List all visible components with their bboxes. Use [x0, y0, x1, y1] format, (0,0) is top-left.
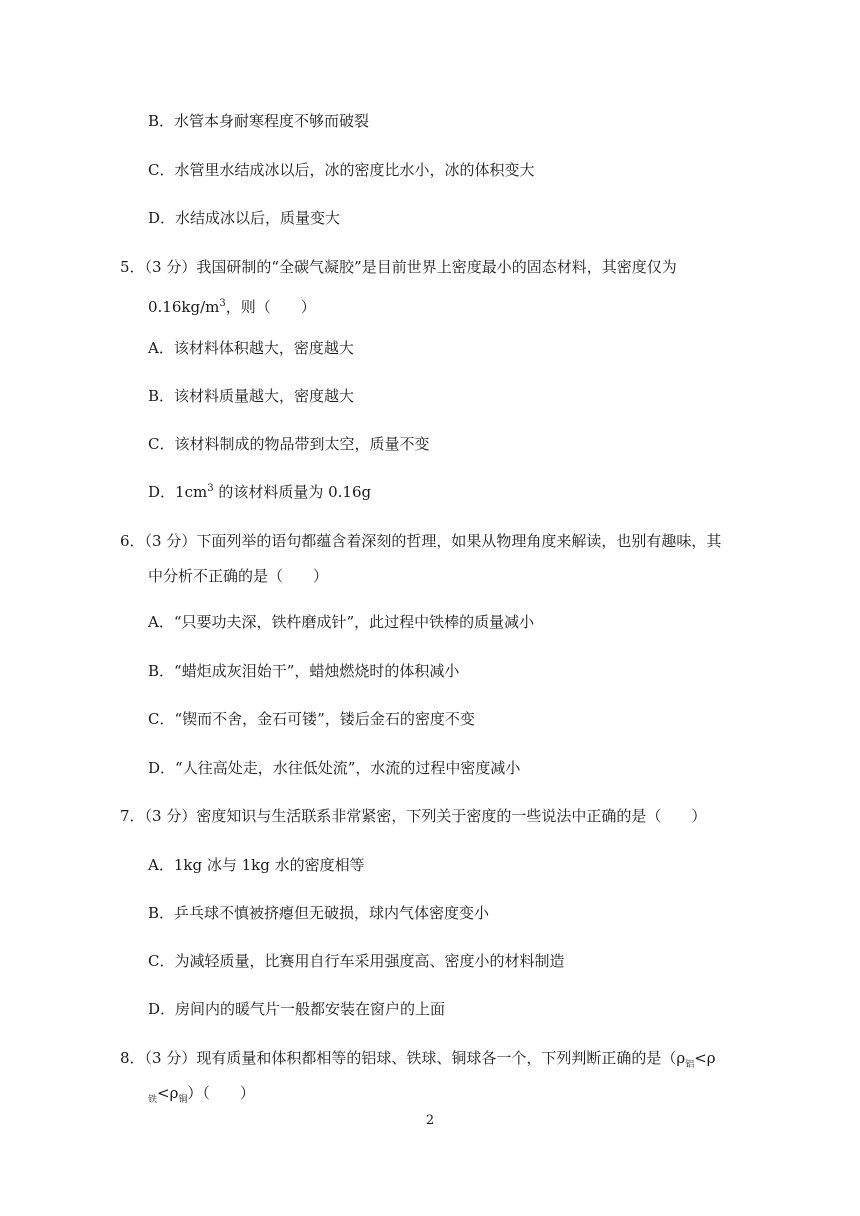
q5-option-d: D．$1cm^3$ 的该材料质量为 0.16g — [148, 483, 372, 501]
q6-option-c: C．“锲而不舍，金石可镂”，镂后金石的密度不变 — [148, 710, 475, 728]
q6-stem-line2: 中分析不正确的是（ ） — [148, 567, 329, 585]
q6-option-d: D．“人往高处走，水往低处流”，水流的过程中密度减小 — [148, 759, 521, 777]
q7-option-c: C．为减轻质量，比赛用自行车采用强度高、密度小的材料制造 — [148, 952, 565, 970]
q6-option-a: A．“只要功夫深，铁杵磨成针”，此过程中铁棒的质量减小 — [148, 613, 535, 631]
q5-option-b: B．该材料质量越大，密度越大 — [148, 387, 355, 405]
q5-stem: 5．（3 分）我国研制的“全碳气凝胶”是目前世界上密度最小的固态材料，其密度仅为 — [120, 258, 677, 276]
q5-stem-line2: $0.16kg/m^3$，则（ ） — [148, 298, 316, 316]
q7-stem: 7．（3 分）密度知识与生活联系非常紧密，下列关于密度的一些说法中正确的是（ ） — [120, 807, 707, 825]
q7-option-b: B．乒乓球不慎被挤瘪但无破损，球内气体密度变小 — [148, 904, 490, 922]
q4-option-c: C．水管里水结成冰以后，冰的密度比水小，冰的体积变大 — [148, 161, 535, 179]
q6-option-b: B．“蜡炬成灰泪始干”，蜡烛燃烧时的体积减小 — [148, 662, 460, 680]
q8-stem-line2: $_铁<\rho_铜$）（ ） — [148, 1084, 255, 1105]
q4-option-b: B．水管本身耐寒程度不够而破裂 — [148, 112, 370, 130]
q8-stem: 8．（3 分）现有质量和体积都相等的铝球、铁球、铜球各一个，下列判断正确的是（$\rho_铝<\rho$ — [120, 1049, 716, 1070]
q6-stem: 6．（3 分）下面列举的语句都蕴含着深刻的哲理，如果从物理角度来解读，也别有趣味，其 — [120, 532, 722, 550]
q5-option-c: C．该材料制成的物品带到太空，质量不变 — [148, 435, 430, 453]
q4-option-d: D．水结成冰以后，质量变大 — [148, 209, 341, 227]
q7-option-a: A．1kg 冰与 1kg 水的密度相等 — [148, 856, 365, 874]
q5-option-a: A．该材料体积越大，密度越大 — [148, 339, 354, 357]
q7-option-d: D．房间内的暖气片一般都安装在窗户的上面 — [148, 1000, 446, 1018]
page-number: 2 — [425, 1113, 435, 1128]
